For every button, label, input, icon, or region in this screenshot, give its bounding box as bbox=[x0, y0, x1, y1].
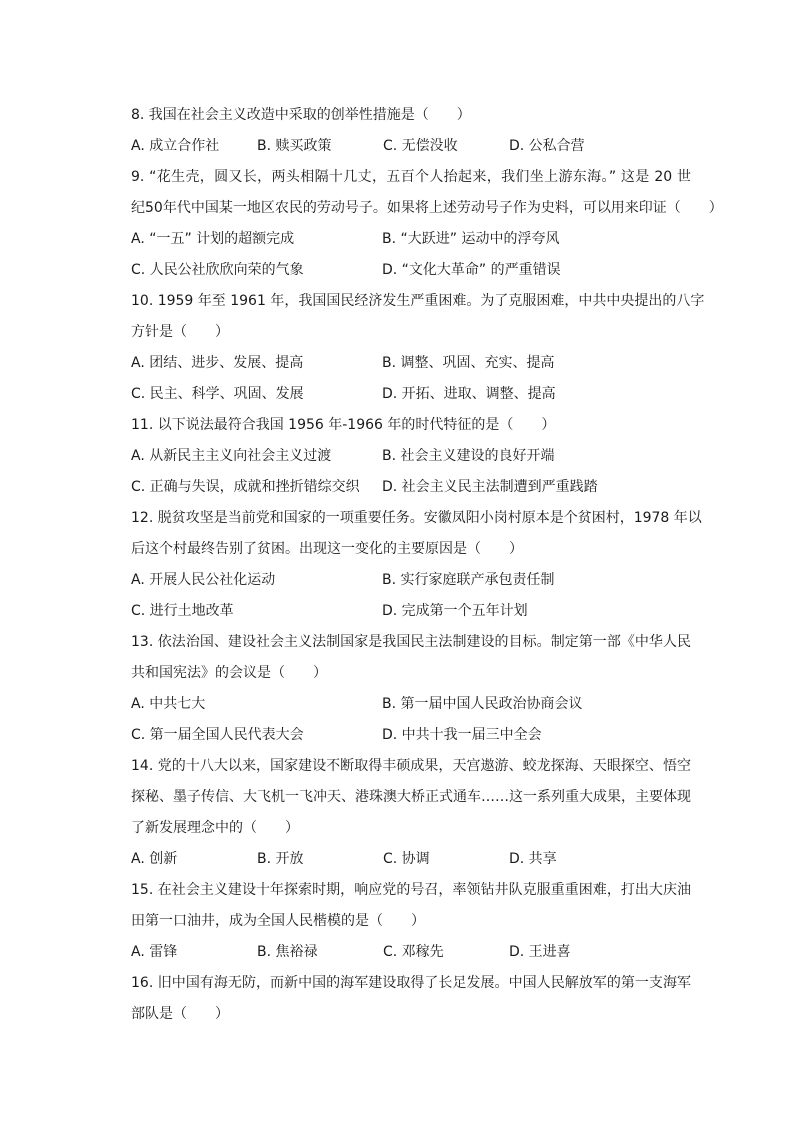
answer-option: D. 完成第一个五年计划 bbox=[382, 603, 528, 619]
answer-option: A. 中共七大 bbox=[131, 696, 206, 712]
answer-option: D. 王进喜 bbox=[509, 944, 571, 960]
answer-option: A. 开展人民公社化运动 bbox=[131, 572, 276, 588]
question-stem: 11. 以下说法最符合我国 1956 年-1966 年的时代特征的是（ ） bbox=[131, 417, 556, 433]
question-block bbox=[131, 875, 691, 968]
answer-option: A. “一五” 计划的超额完成 bbox=[131, 231, 295, 247]
question-stem-continued: 共和国宪法》的会议是（ ） bbox=[131, 665, 327, 681]
question-stem: 16. 旧中国有海无防，而新中国的海军建设取得了长足发展。中国人民解放军的第一支海军 bbox=[131, 975, 691, 991]
answer-option: B. “大跃进” 运动中的浮夸风 bbox=[382, 231, 560, 247]
option-row bbox=[131, 255, 691, 286]
answer-option: B. 开放 bbox=[257, 851, 304, 867]
option-row bbox=[131, 689, 691, 720]
answer-option: B. 实行家庭联产承包责任制 bbox=[382, 572, 555, 588]
answer-option: C. 无偿没收 bbox=[383, 138, 458, 154]
answer-option: A. 从新民主主义向社会主义过渡 bbox=[131, 448, 332, 464]
question-stem-continued: 探秘、墨子传信、大飞机一飞冲天、港珠澳大桥正式通车……这一系列重大成果，主要体现 bbox=[131, 789, 691, 805]
answer-option: B. 赎买政策 bbox=[257, 138, 332, 154]
answer-option: D. 开拓、进取、调整、提高 bbox=[382, 386, 556, 402]
answer-option: C. 邓稼先 bbox=[383, 944, 444, 960]
answer-option: C. 进行土地改革 bbox=[131, 603, 234, 619]
question-block bbox=[131, 162, 723, 286]
option-row bbox=[131, 472, 691, 503]
option-row bbox=[131, 348, 691, 379]
question-block bbox=[131, 627, 691, 751]
option-row bbox=[131, 596, 691, 627]
answer-option: D. 中共十我一届三中全会 bbox=[382, 727, 542, 743]
question-stem: 8. 我国在社会主义改造中采取的创举性措施是（ ） bbox=[131, 107, 471, 123]
question-stem-continued: 了新发展理念中的（ ） bbox=[131, 820, 299, 836]
answer-option: C. 第一届全国人民代表大会 bbox=[131, 727, 304, 743]
question-stem-continued: 方针是（ ） bbox=[131, 324, 229, 340]
option-row bbox=[131, 131, 691, 162]
answer-option: C. 协调 bbox=[383, 851, 430, 867]
answer-option: C. 人民公社欣欣向荣的气象 bbox=[131, 262, 304, 278]
answer-option: B. 社会主义建设的良好开端 bbox=[382, 448, 555, 464]
answer-option: C. 民主、科学、巩固、发展 bbox=[131, 386, 304, 402]
answer-option: D. 社会主义民主法制遭到严重践踏 bbox=[382, 479, 598, 495]
option-row bbox=[131, 379, 691, 410]
question-block bbox=[131, 286, 705, 410]
answer-option: C. 正确与失误，成就和挫折错综交织 bbox=[131, 479, 360, 495]
answer-option: B. 调整、巩固、充实、提高 bbox=[382, 355, 555, 371]
question-stem-continued: 部队是（ ） bbox=[131, 1006, 229, 1022]
option-row bbox=[131, 224, 691, 255]
option-row bbox=[131, 937, 691, 968]
question-stem: 12. 脱贫攻坚是当前党和国家的一项重要任务。安徽凤阳小岗村原本是个贫困村，1978 年以 bbox=[131, 510, 702, 526]
question-list bbox=[131, 100, 723, 1030]
question-stem: 10. 1959 年至 1961 年，我国国民经济发生严重困难。为了克服困难，中共中央提出的八字 bbox=[131, 293, 705, 309]
answer-option: D. 共享 bbox=[509, 851, 557, 867]
question-block bbox=[131, 100, 691, 162]
question-stem-continued: 纪50年代中国某一地区农民的劳动号子。如果将上述劳动号子作为史料，可以用来印证（ ） bbox=[131, 200, 723, 216]
question-block bbox=[131, 968, 691, 1030]
option-row bbox=[131, 441, 691, 472]
question-stem-continued: 后这个村最终告别了贫困。出现这一变化的主要原因是（ ） bbox=[131, 541, 523, 557]
answer-option: D. “文化大革命” 的严重错误 bbox=[382, 262, 561, 278]
question-stem: 9. “花生壳，圆又长，两头相隔十几丈，五百个人抬起来，我们坐上游东海。” 这是 20 世 bbox=[131, 169, 691, 185]
question-block bbox=[131, 503, 702, 627]
question-stem-continued: 田第一口油井，成为全国人民楷模的是（ ） bbox=[131, 913, 425, 929]
option-row bbox=[131, 565, 691, 596]
question-block bbox=[131, 410, 691, 503]
answer-option: B. 第一届中国人民政治协商会议 bbox=[382, 696, 583, 712]
answer-option: A. 团结、进步、发展、提高 bbox=[131, 355, 304, 371]
question-stem: 15. 在社会主义建设十年探索时期，响应党的号召，率领钻井队克服重重困难，打出大庆油 bbox=[131, 882, 691, 898]
question-stem: 13. 依法治国、建设社会主义法制国家是我国民主法制建设的目标。制定第一部《中华人民 bbox=[131, 634, 691, 650]
option-row bbox=[131, 720, 691, 751]
answer-option: B. 焦裕禄 bbox=[257, 944, 318, 960]
answer-option: A. 创新 bbox=[131, 851, 178, 867]
question-stem: 14. 党的十八大以来，国家建设不断取得丰硕成果，天宫遨游、蛟龙探海、天眼探空、悟空 bbox=[131, 758, 691, 774]
answer-option: D. 公私合营 bbox=[509, 138, 585, 154]
question-block bbox=[131, 751, 691, 875]
answer-option: A. 雷锋 bbox=[131, 944, 178, 960]
option-row bbox=[131, 844, 691, 875]
answer-option: A. 成立合作社 bbox=[131, 138, 220, 154]
